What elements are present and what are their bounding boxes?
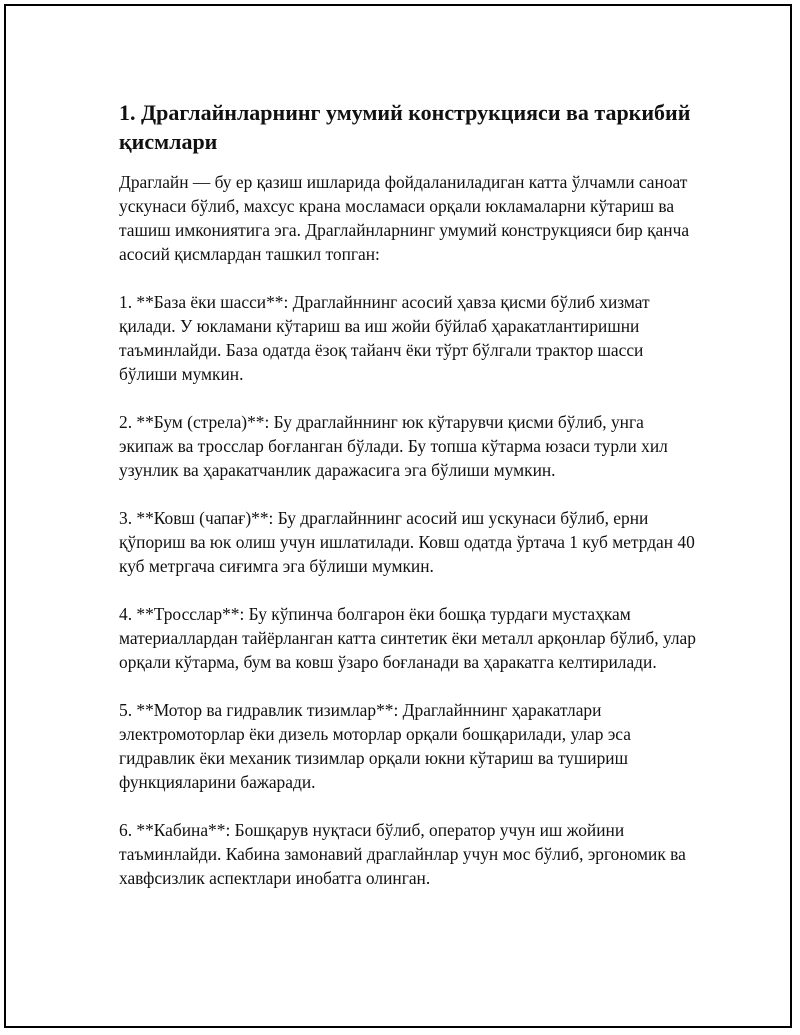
list-item-cabin: 6. **Кабина**: Бошқарув нуқтаси бўлиб, оператор учун иш жойини таъминлайди. Кабина замонавий драглайнлар учун мос бўлиб, эргономик ва хавфсизлик аспектлари инобатга олинган. — [119, 820, 686, 888]
intro-paragraph: Драглайн — бу ер қазиш ишларида фойдаланиладиган катта ўлчамли саноат ускунаси бўлиб, махсус крана мосламаси орқали юкламаларни кўтариш ва ташиш имкониятига эга. Драглайнларнинг умумий конструкцияси бир қанча асосий қисмлардан ташкил топган: — [119, 172, 690, 264]
document-body — [119, 98, 699, 914]
list-item-boom: 2. **Бум (стрела)**: Бу драглайннинг юк кўтарувчи қисми бўлиб, унга экипаж ва тросслар боғланган бўлади. Бу топша кўтарма юзаси турли хил узунлик ва ҳаракатчанлик даражасига эга бўлиши мумкин. — [119, 412, 668, 480]
list-item-bucket: 3. **Ковш (чапағ)**: Бу драглайннинг асосий иш ускунаси бўлиб, ерни қўпориш ва юк олиш учун ишлатилади. Ковш одатда ўртача 1 куб метрдан 40 куб метргача сиғимга эга бўлиши мумкин. — [119, 508, 695, 576]
section-heading: 1. Драглайнларнинг умумий конструкцияси ва таркибий қисмлари — [119, 100, 691, 154]
document-page — [4, 4, 792, 1028]
list-item-base-chassis: 1. **База ёки шасси**: Драглайннинг асосий ҳавза қисми бўлиб хизмат қилади. У юкламани кўтариш ва иш жойи бўйлаб ҳаракатлантиришни таъминлайди. База одатда ёзоқ тайанч ёки тўрт бўлгали трактор шасси бўлиши мумкин. — [119, 292, 650, 384]
list-item-ropes: 4. **Тросслар**: Бу кўпинча болгарон ёки бошқа турдаги мустаҳкам материаллардан тайёрланган катта синтетик ёки металл арқонлар бўлиб, улар орқали кўтарма, бум ва ковш ўзаро боғланади ва ҳаракатга келтирилади. — [119, 604, 696, 672]
list-item-motor-hydraulics: 5. **Мотор ва гидравлик тизимлар**: Драглайннинг ҳаракатлари электромоторлар ёки дизель моторлар орқали бошқарилади, улар эса гидравлик ёки механик тизимлар орқали юкни кўтариш ва тушириш функцияларини бажаради. — [119, 700, 631, 792]
